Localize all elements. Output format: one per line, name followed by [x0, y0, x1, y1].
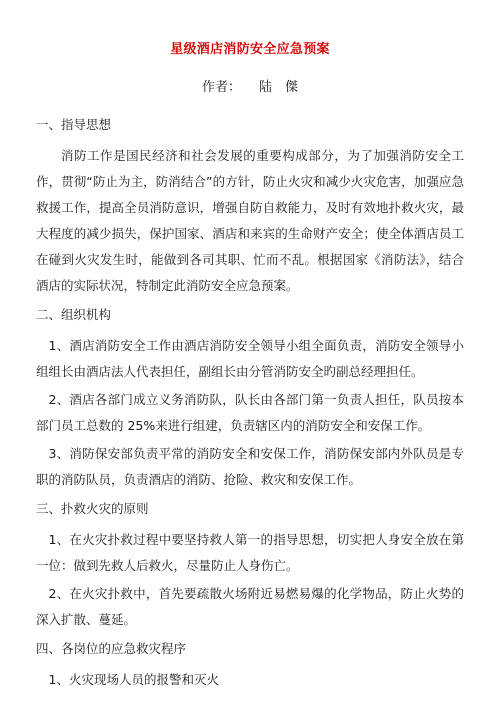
list-item-principles-2: 2、在火灾扑救中，首先要疏散火场附近易燃易爆的化学物品，防止火势的深入扩散、蔓延。: [36, 586, 464, 627]
section-heading-organization: 二、组织机构: [36, 307, 112, 322]
document-title: 星级酒店消防安全应急预案: [170, 42, 330, 57]
list-item-organization-1: 1、酒店消防安全工作由酒店消防安全领导小组全面负责，消防安全领导小组组长由酒店法人代表担任，副组长由分管消防安全旳副总经理担任。: [36, 338, 464, 379]
author-line: [36, 78, 464, 98]
section-paragraph-guiding-ideology: 消防工作是国民经济和社会发展的重要构成部分，为了加强消防安全工作，贯彻“防止为主，防消结合”的方针，防止火灾和减少火灾危害，加强应急救援工作，提高全员消防意识，增强自防自救能力，及时有效地扑救火灾，最大程度的减少损失，保护国家、酒店和来宾的生命财产安全；使全体酒店员工在碰到火灾发生时，能做到各司其职、忙而不乱。根据国家《消防法》，结合酒店的实际状况，特制定此消防安全应急预案。: [36, 148, 464, 293]
list-item-organization-3: 3、消防保安部负责平常的消防安全和安保工作，消防保安部内外队员是专职的消防队员，负责酒店的消防、抢险、救灾和安保工作。: [36, 446, 464, 487]
section-heading-guiding-ideology: 一、指导思想: [36, 117, 112, 132]
section-heading-firefighting-principles: 三、扑救火灾的原则: [36, 501, 149, 516]
section-heading-emergency-procedures: 四、各岗位的应急救灾程序: [36, 641, 187, 656]
author-name: 陆 傑: [259, 80, 299, 95]
list-item-procedures-1: 1、火灾现场人员的报警和灭火: [48, 672, 219, 687]
list-item-principles-1: 1、在火灾扑救过程中要坚持救人第一的指导思想，切实把人身安全放在第一位：做到先救人后救火，尽量防止人身伤亡。: [36, 532, 464, 573]
list-item-organization-2: 2、酒店各部门成立义务消防队，队长由各部门第一负责人担任，队员按本部门员工总数的 25%来进行组建，负责辖区内的消防安全和安保工作。: [36, 392, 464, 433]
author-label: 作者：: [201, 80, 241, 95]
